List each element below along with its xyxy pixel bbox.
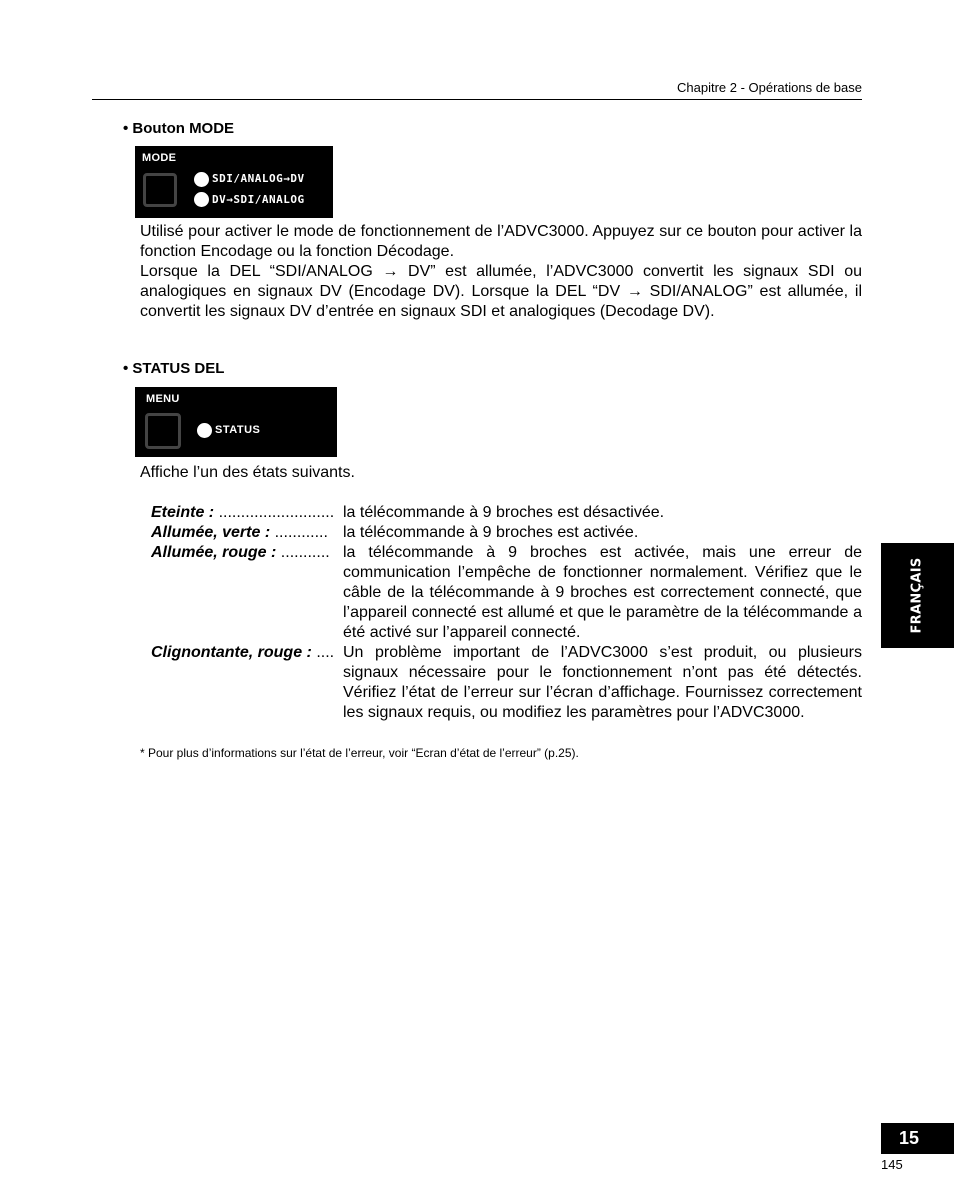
status-state-row [151, 523, 862, 543]
language-tab [881, 543, 954, 648]
state-description: la télécommande à 9 broches est désactivée. [343, 504, 665, 521]
footnote: * Pour plus d’informations sur l’état de l’erreur, voir “Ecran d’état de l’erreur” (p.25). [140, 746, 579, 760]
led-icon [194, 172, 209, 187]
mode-paragraph-2: Lorsque la DEL “SDI/ANALOG → DV” est allumée, l’ADVC3000 convertit les signaux SDI ou analogiques en signaux DV (Encodage DV). Lorsque la DEL “DV → SDI/ANALOG” est allumée, il convertit les signaux DV d’entrée en signaux SDI et analogiques (Decodage DV). [140, 263, 862, 320]
status-state-row [151, 503, 862, 523]
mode-description [140, 222, 862, 322]
state-description: Un problème important de l’ADVC3000 s’est produit, ou plusieurs signaux nécessaire pour le fonctionnement n’ont pas été détectés. Vérifiez l’état de l’erreur sur l’écran d’affichage. Fournissez correctement les signaux requis, ou modifiez les paramètres pour l’ADVC3000. [343, 644, 862, 721]
page-number: 15 [881, 1123, 954, 1154]
state-description: la télécommande à 9 broches est activée. [343, 524, 639, 541]
status-panel-image [135, 387, 337, 457]
menu-panel-label: MENU [146, 393, 180, 405]
mode-panel-label: MODE [142, 152, 177, 164]
header-rule [92, 99, 862, 100]
mode-button-icon [143, 173, 177, 207]
chapter-header: Chapitre 2 - Opérations de base [677, 80, 862, 95]
mode-section-title: • Bouton MODE [123, 120, 235, 137]
led-status-label: STATUS [215, 424, 261, 436]
mode-panel-image [135, 146, 333, 218]
sub-page-number: 145 [881, 1157, 903, 1172]
status-section-title: • STATUS DEL [123, 360, 225, 377]
status-state-row [151, 643, 862, 723]
status-intro: Affiche l’un des états suivants. [140, 464, 355, 481]
state-term: Clignontante, rouge : .... [151, 644, 335, 661]
state-description: la télécommande à 9 broches est activée, mais une erreur de communication l’empêche de fonctionner normalement. Vérifiez que le câble de la télécommande à 9 broches est correctement connecté, que l’appareil connecté est allumé et que le paramètre de la télécommande a été activé sur l’appareil connecté. [343, 544, 862, 641]
state-term: Eteinte : .......................... [151, 504, 335, 521]
led-dv-to-sdi-analog: DV→SDI/ANALOG [212, 193, 305, 206]
led-icon [194, 192, 209, 207]
state-term: Allumée, verte : ............ [151, 524, 328, 541]
led-icon [197, 423, 212, 438]
led-sdi-analog-to-dv: SDI/ANALOG→DV [212, 172, 305, 185]
state-term: Allumée, rouge : ........... [151, 544, 330, 561]
mode-paragraph-1: Utilisé pour activer le mode de fonctionnement de l’ADVC3000. Appuyez sur ce bouton pour activer la fonction Encodage ou la fonction Décodage. [140, 223, 862, 260]
menu-button-icon [145, 413, 181, 449]
status-state-row [151, 543, 862, 643]
language-label: FRANÇAIS [910, 557, 926, 634]
